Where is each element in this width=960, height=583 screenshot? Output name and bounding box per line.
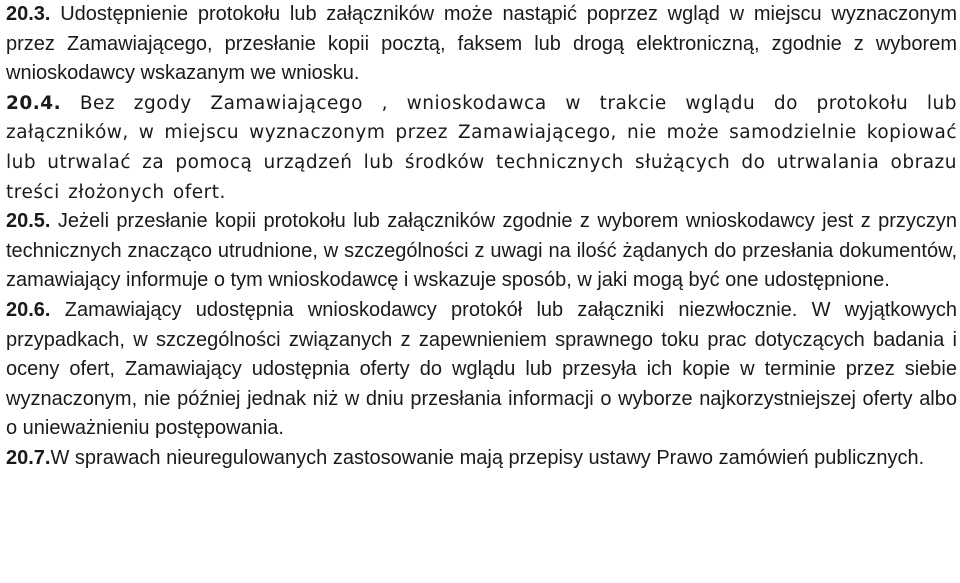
paragraph-text: Bez zgody Zamawiającego , wnioskodawca w trakcie wglądu do protokołu lub załączników, w miejscu wyznaczonym przez Zamawiającego, nie może samodzielnie kopiować lub utrwalać za pomocą urządzeń lub środków technicznych służących do utrwalania obrazu treści złożonych ofert. <box>6 92 957 203</box>
paragraph-number: 20.4. <box>6 92 62 114</box>
paragraph-number: 20.5. <box>6 210 51 233</box>
paragraph-20-7 <box>6 444 957 474</box>
paragraph-20-3 <box>6 0 957 89</box>
paragraph-text: Zamawiający udostępnia wnioskodawcy protokół lub załączniki niezwłocznie. W wyjątkowych przypadkach, w szczególności związanych z zapewnieniem sprawnego toku prac dotyczących badania i oceny ofert, Zamawiający udostępnia oferty do wglądu lub przesyła ich kopie w terminie przez siebie wyznaczonym, nie później jednak niż w dniu przesłania informacji o wyborze najkorzystniejszej oferty albo o unieważnieniu postępowania. <box>6 298 957 440</box>
paragraph-20-5 <box>6 207 957 296</box>
paragraph-text: W sprawach nieuregulowanych zastosowanie mają przepisy ustawy Prawo zamówień publicznych. <box>50 446 925 469</box>
paragraph-number: 20.3. <box>6 3 51 25</box>
document-page <box>6 0 957 474</box>
paragraph-text: Jeżeli przesłanie kopii protokołu lub załączników zgodnie z wyborem wnioskodawcy jest z przyczyn technicznych znacząco utrudnione, w szczególności z uwagi na ilość żądanych do przesłania dokumentów, zamawiający informuje o tym wnioskodawcę i wskazuje sposób, w jaki mogą być one udostępnione. <box>6 210 958 292</box>
paragraph-number: 20.7. <box>6 446 51 469</box>
paragraph-number: 20.6. <box>6 298 51 321</box>
paragraph-20-4 <box>6 89 957 207</box>
paragraph-20-6 <box>6 296 957 444</box>
paragraph-text: Udostępnienie protokołu lub załączników może nastąpić poprzez wgląd w miejscu wyznaczonym przez Zamawiającego, przesłanie kopii pocztą, faksem lub drogą elektroniczną, zgodnie z wyborem wnioskodawcy wskazanym we wniosku. <box>6 3 957 85</box>
